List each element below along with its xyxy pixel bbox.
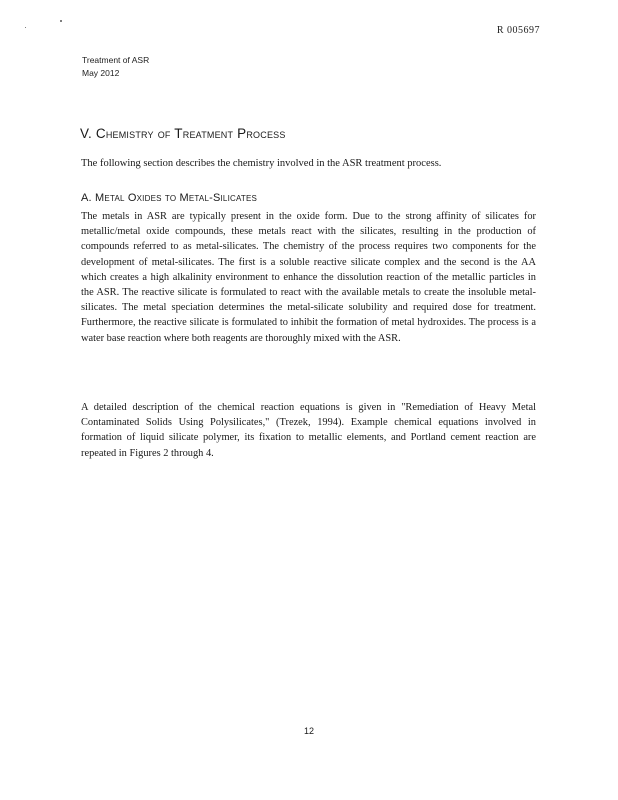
body-paragraph: A detailed description of the chemical reaction equations is given in "Remediation of Heavy Metal Contaminated Solids Using Polysilicates," (Trezek, 1994). Example chemical equations involved in formation of liquid silicate polymer, its fixation to metallic elements, and Portland cement reaction are repeated in Figures 2 through 4.	[81, 402, 536, 459]
header-date: May 2012	[82, 68, 120, 78]
scan-speck	[60, 20, 62, 22]
section-title: V. Chemistry of Treatment Process	[80, 126, 286, 141]
subsection-title: A. Metal Oxides to Metal-Silicates	[81, 192, 258, 204]
page-number: 12	[303, 726, 314, 736]
body-paragraph: The metals in ASR are typically present in the oxide form. Due to the strong affinity of silicates for metallic/metal oxide compounds, these metals react with the silicates, resulting in the production of compounds referred to as metal-silicates. The chemistry of the process requires two components for the development of metal-silicates. The first is a soluble reactive silicate complex and the second is the AA which creates a high alkalinity environment to enhance the dissolution reaction of the metallic particles in the ASR. The reactive silicate is formulated to react with the available metals to create the insoluble metal-silicates. The metal speciation determines the metal-silicate solubility and required dose for treatment. Furthermore, the reactive silicate is formulated to inhibit the formation of metal hydroxides. The process is a water base reaction where both reagents are thoroughly mixed with the ASR.	[81, 211, 536, 344]
bates-number: R 005697	[496, 25, 540, 36]
running-header	[82, 54, 149, 80]
section-intro: The following section describes the chemistry involved in the ASR treatment process.	[81, 158, 442, 169]
scan-speck	[25, 27, 26, 28]
header-doc-title: Treatment of ASR	[82, 55, 150, 65]
